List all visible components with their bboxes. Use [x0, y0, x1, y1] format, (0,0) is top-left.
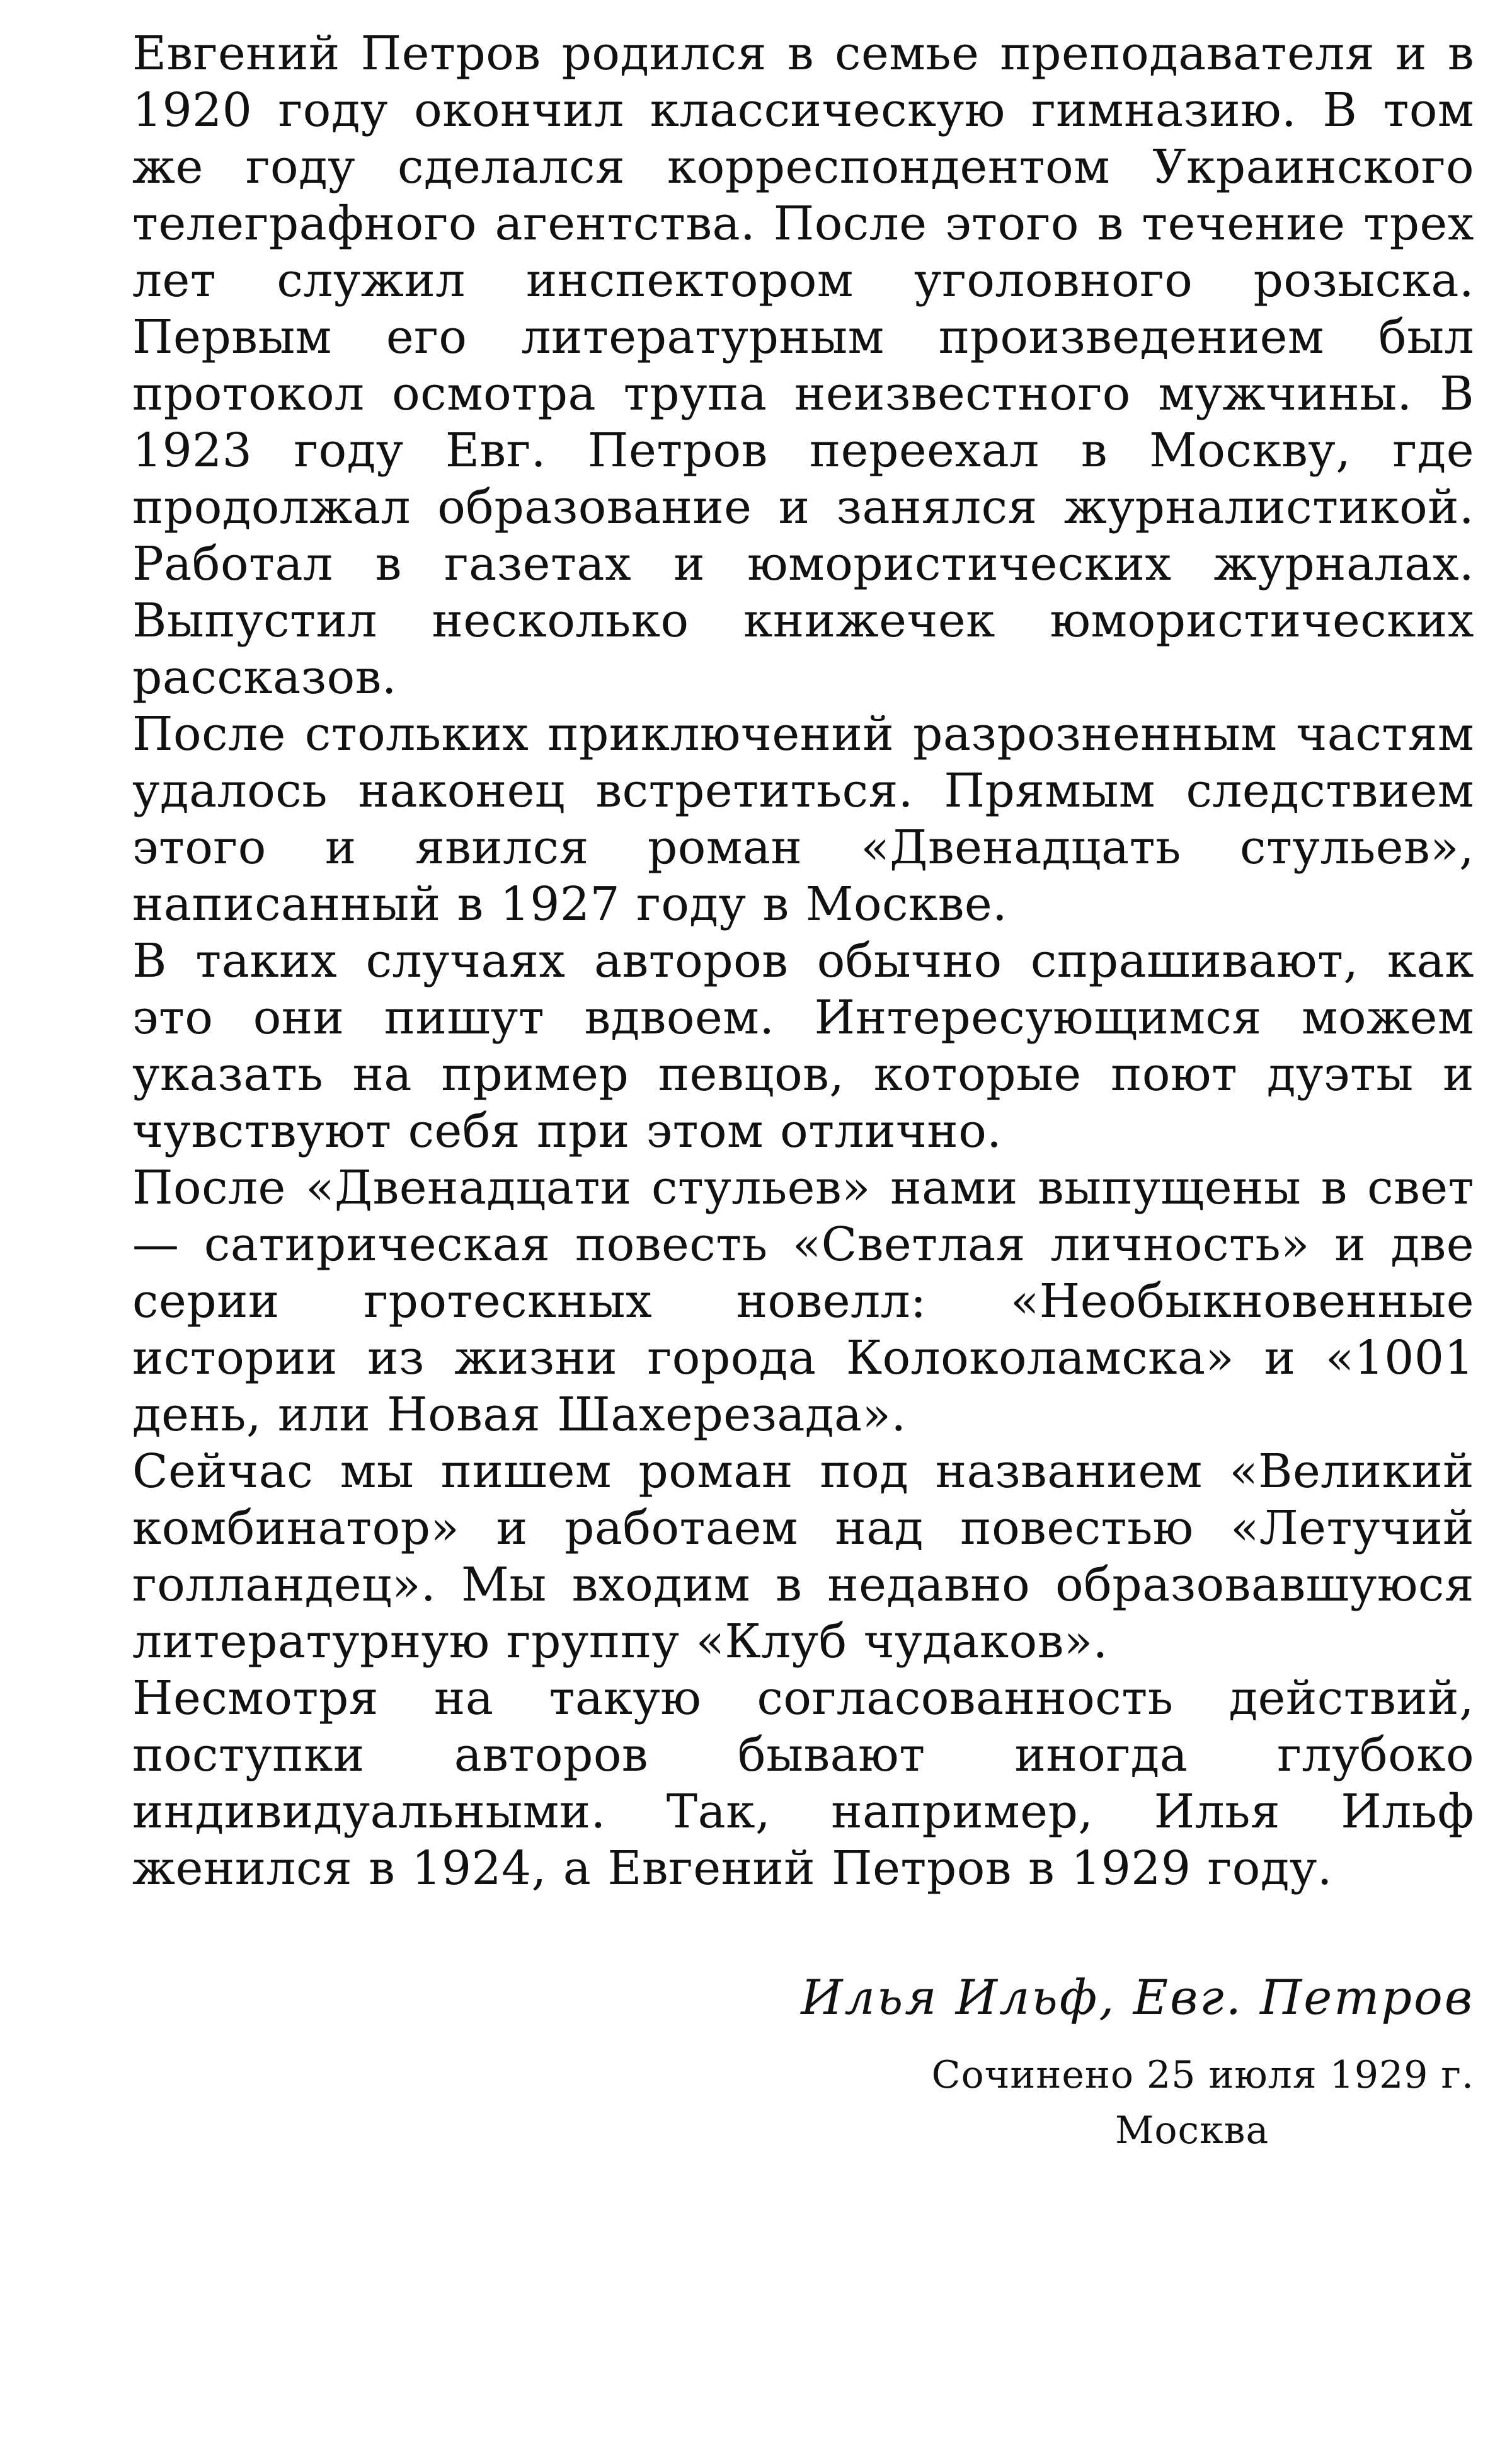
composition-place: Москва	[1115, 2108, 1269, 2153]
paragraph-1: Евгений Петров родился в семье преподавателя и в 1920 году окончил классическую гимназию. В том же году сделался корреспондентом Украинского телеграфного агентства. После этого в течение трех лет служил инспектором уголовного розыска. Первым его литературным произведением был протокол осмотра трупа неизвестного мужчины. В 1923 году Евг. Петров переехал в Москву, где продолжал образование и занялся журналистикой. Работал в газетах и юмористических журналах. Выпустил несколько книжечек юмористических рассказов.	[132, 26, 1474, 705]
paragraph-3: В таких случаях авторов обычно спрашивают, как это они пишут вдвоем. Интересующимся можем указать на пример певцов, которые поют дуэты и чувствуют себя при этом отлично.	[132, 934, 1474, 1158]
paragraph-4: После «Двенадцати стульев» нами выпущены в свет — сатирическая повесть «Светлая личность» и две серии гротескных новелл: «Необыкновенные истории из жизни города Колоколамска» и «1001 день, или Новая Шахерезада».	[132, 1161, 1474, 1442]
paragraph-2: После стольких приключений разрозненным частям удалось наконец встретиться. Прямым следствием этого и явился роман «Двенадцать стульев», написанный в 1927 году в Москве.	[132, 707, 1474, 931]
composition-date: Сочинено 25 июля 1929 г.	[931, 2053, 1474, 2097]
body-text	[132, 25, 1474, 1897]
document-page	[132, 25, 1474, 2154]
author-signature: Илья Ильф, Евг. Петров	[801, 1969, 1474, 2025]
paragraph-6: Несмотря на такую согласованность действий, поступки авторов бывают иногда глубоко индивидуальными. Так, например, Илья Ильф женился в 1924, а Евгений Петров в 1929 году.	[132, 1671, 1474, 1895]
paragraph-5: Сейчас мы пишем роман под названием «Великий комбинатор» и работаем над повестью «Летучий голландец». Мы входим в недавно образовавшуюся литературную группу «Клуб чудаков».	[132, 1444, 1474, 1669]
